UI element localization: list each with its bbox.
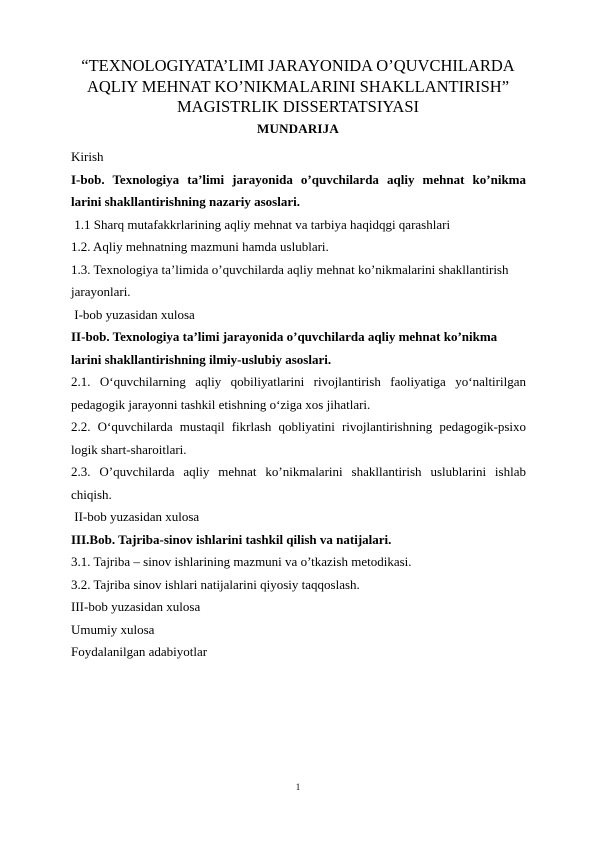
toc-chapter-2-line-2: larini shakllantirishning ilmiy-uslubiy asoslari. bbox=[71, 351, 332, 367]
toc-chapter-3: III.Bob. Tajriba-sinov ishlarini tashkil qilish va natijalari. bbox=[71, 531, 392, 547]
toc-section-1-2: 1.2. Aqliy mehnatning mazmuni hamda uslublari. bbox=[71, 239, 329, 254]
title-line-3: MAGISTRLIK DISSERTATSIYASI bbox=[177, 97, 419, 116]
toc-section-1-3-line-2: jarayonlari. bbox=[71, 284, 131, 299]
toc-section-1-3-line-1: 1.3. Texnologiya ta’limida o’quvchilarda aqliy mehnat ko’nikmalarini shakllantirish bbox=[71, 261, 509, 277]
document-title bbox=[60, 56, 536, 118]
toc-section-3-2: 3.2. Tajriba sinov ishlari natijalarini qiyosiy taqqoslash. bbox=[71, 576, 360, 592]
toc-chapter-1-line-2: larini shakllantirishning nazariy asoslari. bbox=[71, 194, 300, 209]
toc-chapter-1-line-1: I-bob. Texnologiya ta’limi jarayonida o’quvchilarda aqliy mehnat ko’nikma bbox=[71, 171, 526, 187]
toc-section-2-2-line-1: 2.2. O‘quvchilarda mustaqil fikrlash qobliyatini rivojlantirishning pedagogik-psixo bbox=[71, 419, 526, 434]
toc-chapter-2-summary: II-bob yuzasidan xulosa bbox=[71, 509, 200, 524]
toc-section-2-1-line-2: pedagogik jarayonni tashkil etishning o‘ziga xos jihatlari. bbox=[71, 396, 371, 412]
toc-section-2-3-line-2: chiqish. bbox=[71, 486, 112, 502]
toc-section-2-1-line-1: 2.1. O‘quvchilarning aqliy qobiliyatlarini rivojlantirish faoliyatiga yo‘naltirilgan bbox=[71, 374, 526, 389]
toc-heading: MUNDARIJA bbox=[257, 121, 339, 136]
toc-section-3-1: 3.1. Tajriba – sinov ishlarining mazmuni va o’tkazish metodikasi. bbox=[71, 554, 412, 569]
toc-section-2-2-line-2: logik shart-sharoitlari. bbox=[71, 441, 187, 457]
toc-references: Foydalanilgan adabiyotlar bbox=[71, 644, 208, 659]
toc-conclusion: Umumiy xulosa bbox=[71, 621, 155, 637]
toc-chapter-3-summary: III-bob yuzasidan xulosa bbox=[71, 599, 201, 614]
toc-section-1-1: 1.1 Sharq mutafakkrlarining aqliy mehnat va tarbiya haqidqgi qarashlari bbox=[71, 216, 451, 232]
toc-chapter-1-summary: I-bob yuzasidan xulosa bbox=[71, 306, 195, 322]
page-number: 1 bbox=[295, 782, 301, 792]
title-line-1: “TEXNOLOGIYATA’LIMI JARAYONIDA O’QUVCHILARDA bbox=[81, 56, 515, 75]
toc-section-2-3-line-1: 2.3. O’quvchilarda aqliy mehnat ko’nikmalarini shakllantirish uslublarini ishlab bbox=[71, 464, 526, 479]
title-line-2: AQLIY MEHNAT KO’NIKMALARINI SHAKLLANTIRISH” bbox=[86, 76, 510, 96]
table-of-contents bbox=[71, 146, 526, 664]
toc-chapter-2-line-1: II-bob. Texnologiya ta’limi jarayonida o’quvchilarda aqliy mehnat ko’nikma bbox=[71, 329, 498, 344]
toc-entry-kirish: Kirish bbox=[71, 149, 104, 164]
